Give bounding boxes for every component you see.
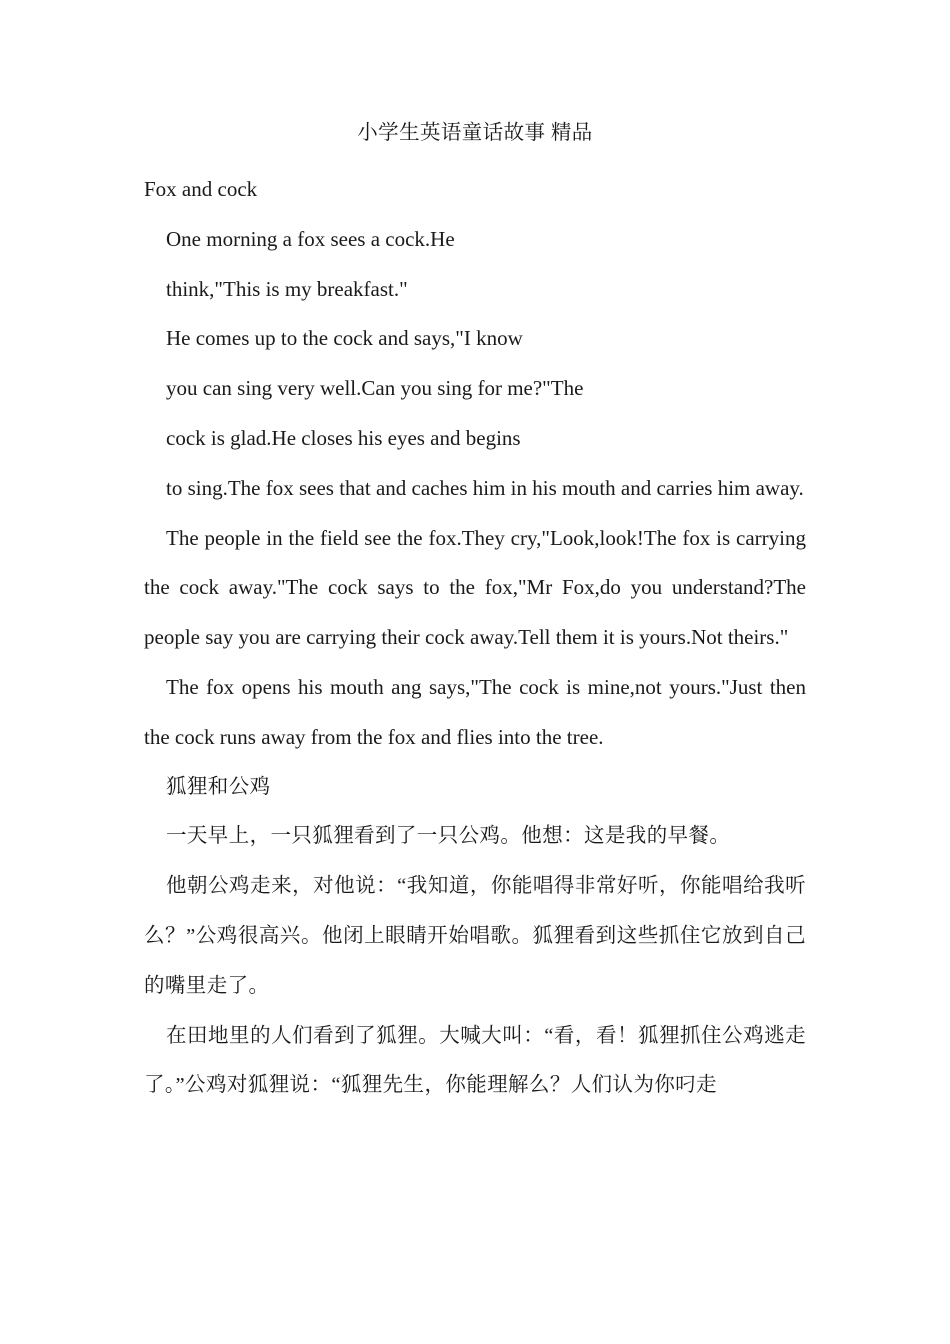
document-title: 小学生英语童话故事 精品 <box>357 122 593 144</box>
story-paragraph: The fox opens his mouth ang says,"The cock is mine,not yours."Just then the cock runs away from the fox and flies into the tree. <box>144 674 806 749</box>
story-line: you can sing very well.Can you sing for me?"The <box>166 376 584 401</box>
story-title-zh: 狐狸和公鸡 <box>166 775 271 798</box>
story-paragraph-zh: 一天早上，一只狐狸看到了一只公鸡。他想：这是我的早餐。 <box>166 825 731 848</box>
story-line: He comes up to the cock and says,"I know <box>166 326 523 351</box>
story-title-en: Fox and cock <box>144 177 258 201</box>
story-paragraph-zh: 在田地里的人们看到了狐狸。大喊大叫：“看，看！狐狸抓住公鸡逃走了。”公鸡对狐狸说：“狐狸先生，你能理解么？人们认为你叼走 <box>144 1024 806 1097</box>
story-line: cock is glad.He closes his eyes and begins <box>166 425 521 450</box>
story-line: One morning a fox sees a cock.He <box>166 226 455 251</box>
story-paragraph: to sing.The fox sees that and caches him in his mouth and carries him away. <box>166 475 804 500</box>
story-line: think,"This is my breakfast." <box>166 276 408 301</box>
document-body <box>144 165 806 1111</box>
story-paragraph: The people in the field see the fox.They cry,"Look,look!The fox is carrying the cock away."The cock says to the fox,"Mr Fox,do you understand?The people say you are carrying their cock away.Tell them it is yours.Not theirs." <box>144 525 806 650</box>
story-paragraph-zh: 他朝公鸡走来，对他说：“我知道，你能唱得非常好听，你能唱给我听么？”公鸡很高兴。他闭上眼睛开始唱歌。狐狸看到这些抓住它放到自己的嘴里走了。 <box>144 875 806 997</box>
